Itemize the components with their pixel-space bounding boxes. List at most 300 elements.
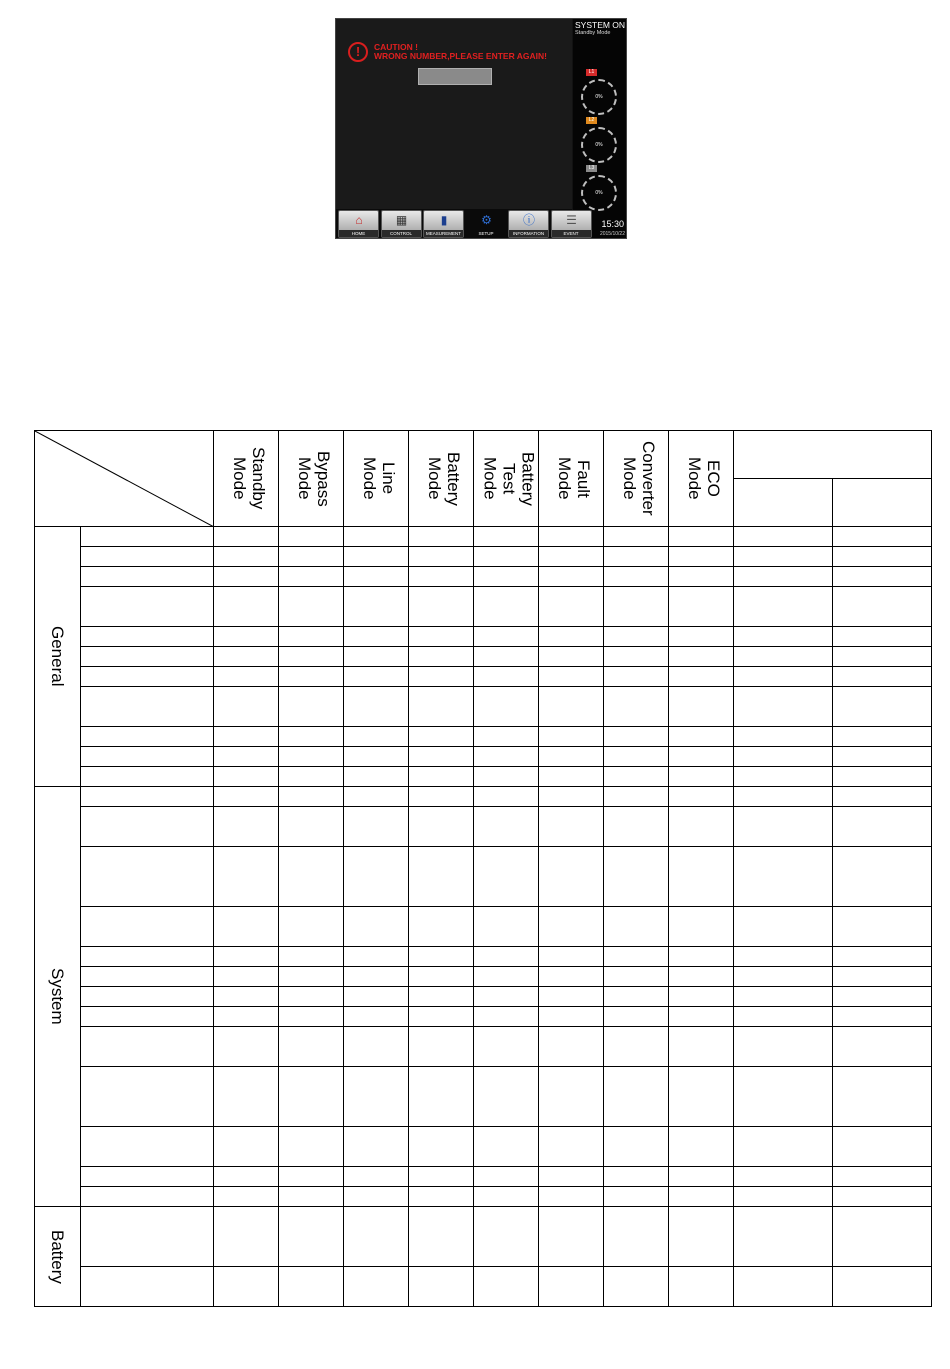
table-row [35, 787, 932, 807]
mode-header-text: Test [499, 462, 519, 495]
value-cell [604, 847, 669, 907]
value-cell [344, 987, 409, 1007]
value-cell [604, 567, 669, 587]
table-row [35, 907, 932, 947]
value-cell [539, 1027, 604, 1067]
mode-header-text: Battery [518, 451, 538, 506]
mode-header-text: Mode [555, 457, 574, 500]
value-cell [833, 1007, 932, 1027]
table-row [35, 1187, 932, 1207]
clock-time: 15:30 [601, 219, 624, 229]
value-cell [833, 947, 932, 967]
value-cell [409, 1027, 474, 1067]
value-cell [344, 1027, 409, 1067]
value-cell [539, 1127, 604, 1167]
gauge-value: 0% [595, 190, 603, 196]
mode-header [604, 431, 669, 527]
mode-header-text: Standby [249, 447, 268, 510]
value-cell [409, 1127, 474, 1167]
value-cell [409, 787, 474, 807]
value-cell [344, 787, 409, 807]
mode-header [344, 431, 409, 527]
value-cell [669, 1187, 734, 1207]
value-cell [833, 987, 932, 1007]
value-cell [833, 1027, 932, 1067]
value-cell [539, 727, 604, 747]
value-cell [344, 627, 409, 647]
mode-header-text: Mode [295, 457, 314, 500]
password-input[interactable] [418, 68, 492, 85]
item-cell [81, 1027, 214, 1067]
value-cell [604, 547, 669, 567]
value-cell [214, 967, 279, 987]
value-cell [214, 687, 279, 727]
value-cell [669, 947, 734, 967]
value-cell [279, 727, 344, 747]
group-label-cell [35, 527, 81, 787]
value-cell [604, 647, 669, 667]
value-cell [214, 987, 279, 1007]
table-row [35, 627, 932, 647]
value-cell [539, 947, 604, 967]
value-cell [409, 1207, 474, 1267]
value-cell [474, 687, 539, 727]
value-cell [734, 1067, 833, 1127]
value-cell [474, 647, 539, 667]
header-row [35, 431, 932, 479]
mode-header [409, 431, 474, 527]
mode-header [539, 431, 604, 527]
mode-header-text: ECO [704, 460, 723, 497]
table-row [35, 1127, 932, 1167]
value-cell [279, 1167, 344, 1187]
value-cell [734, 1267, 833, 1307]
value-cell [214, 947, 279, 967]
value-cell [604, 1007, 669, 1027]
ups-lcd-screen [335, 18, 627, 239]
mode-header [669, 431, 734, 527]
value-cell [214, 807, 279, 847]
table-body [35, 527, 932, 1307]
table-row [35, 847, 932, 907]
item-cell [81, 1187, 214, 1207]
item-cell [81, 667, 214, 687]
value-cell [474, 727, 539, 747]
value-cell [279, 547, 344, 567]
value-cell [214, 1067, 279, 1127]
item-cell [81, 1007, 214, 1027]
table-row [35, 527, 932, 547]
value-cell [604, 907, 669, 947]
value-cell [409, 727, 474, 747]
value-cell [344, 847, 409, 907]
group-label: System [48, 968, 67, 1025]
extra-header-top [734, 431, 932, 479]
load-gauge-l1 [581, 79, 617, 115]
caution-title: CAUTION ! [374, 42, 418, 52]
value-cell [833, 627, 932, 647]
value-cell [409, 647, 474, 667]
value-cell [734, 987, 833, 1007]
value-cell [669, 727, 734, 747]
table-row [35, 567, 932, 587]
value-cell [539, 1007, 604, 1027]
mode-header-text: Battery [444, 451, 463, 506]
value-cell [833, 567, 932, 587]
value-cell [604, 627, 669, 647]
value-cell [833, 587, 932, 627]
value-cell [669, 667, 734, 687]
value-cell [539, 587, 604, 627]
value-cell [279, 747, 344, 767]
nav-button-control[interactable] [381, 210, 422, 238]
item-cell [81, 1167, 214, 1187]
mode-header-text: Mode [480, 457, 500, 500]
value-cell [669, 1207, 734, 1267]
clock-date: 2015/10/22 [599, 231, 625, 237]
value-cell [344, 567, 409, 587]
lcd-main-panel [336, 19, 572, 209]
value-cell [409, 1067, 474, 1127]
value-cell [279, 1127, 344, 1167]
value-cell [474, 1027, 539, 1067]
nav-label: MEASUREMENT [425, 231, 461, 236]
value-cell [669, 1027, 734, 1067]
value-cell [279, 1007, 344, 1027]
value-cell [344, 1207, 409, 1267]
value-cell [474, 1127, 539, 1167]
value-cell [409, 1007, 474, 1027]
value-cell [669, 647, 734, 667]
value-cell [214, 1027, 279, 1067]
value-cell [279, 967, 344, 987]
value-cell [734, 1007, 833, 1027]
value-cell [474, 1007, 539, 1027]
meter-icon: ▮ [440, 213, 448, 227]
table-row [35, 647, 932, 667]
value-cell [344, 587, 409, 627]
value-cell [604, 667, 669, 687]
value-cell [344, 1187, 409, 1207]
gauge-tag-l3: L3 [586, 165, 597, 172]
value-cell [833, 647, 932, 667]
value-cell [734, 527, 833, 547]
nav-button-setup[interactable] [466, 210, 507, 238]
item-cell [81, 1067, 214, 1127]
value-cell [833, 687, 932, 727]
item-cell [81, 527, 214, 547]
value-cell [409, 667, 474, 687]
value-cell [539, 547, 604, 567]
value-cell [409, 547, 474, 567]
value-cell [734, 587, 833, 627]
gauge-value: 0% [595, 94, 603, 100]
value-cell [474, 747, 539, 767]
value-cell [409, 1187, 474, 1207]
value-cell [279, 1027, 344, 1067]
value-cell [214, 787, 279, 807]
value-cell [833, 767, 932, 787]
value-cell [409, 807, 474, 847]
table-row [35, 687, 932, 727]
value-cell [344, 687, 409, 727]
value-cell [539, 647, 604, 667]
value-cell [279, 647, 344, 667]
nav-button-measurement[interactable] [423, 210, 464, 238]
load-gauge-l3 [581, 175, 617, 211]
value-cell [833, 847, 932, 907]
mode-header [474, 431, 539, 527]
value-cell [474, 967, 539, 987]
table-row [35, 1007, 932, 1027]
value-cell [474, 947, 539, 967]
nav-label: EVENT [552, 230, 591, 237]
value-cell [214, 747, 279, 767]
value-cell [833, 807, 932, 847]
value-cell [279, 527, 344, 547]
value-cell [833, 547, 932, 567]
value-cell [474, 1067, 539, 1127]
mode-header-text: Mode [685, 457, 704, 500]
value-cell [409, 687, 474, 727]
value-cell [474, 587, 539, 627]
value-cell [604, 1127, 669, 1167]
value-cell [474, 667, 539, 687]
item-cell [81, 847, 214, 907]
item-cell [81, 807, 214, 847]
value-cell [474, 767, 539, 787]
value-cell [734, 747, 833, 767]
value-cell [409, 527, 474, 547]
value-cell [604, 987, 669, 1007]
value-cell [604, 1267, 669, 1307]
mode-header-text: Mode [360, 457, 379, 500]
value-cell [604, 747, 669, 767]
value-cell [279, 1207, 344, 1267]
value-cell [409, 847, 474, 907]
value-cell [344, 547, 409, 567]
extra-header-right [833, 479, 932, 527]
gauge-value: 0% [595, 142, 603, 148]
item-cell [81, 727, 214, 747]
value-cell [474, 527, 539, 547]
value-cell [734, 1167, 833, 1187]
item-cell [81, 567, 214, 587]
mode-header [279, 431, 344, 527]
value-cell [734, 1127, 833, 1167]
caution-icon: ! [348, 42, 368, 62]
value-cell [344, 647, 409, 667]
mode-header-text: Mode [425, 457, 444, 500]
table-row [35, 667, 932, 687]
info-icon: ⓘ [522, 213, 535, 227]
group-label: Battery [48, 1229, 67, 1284]
value-cell [279, 767, 344, 787]
value-cell [833, 907, 932, 947]
value-cell [214, 1127, 279, 1167]
value-cell [833, 747, 932, 767]
value-cell [409, 1167, 474, 1187]
value-cell [539, 687, 604, 727]
table-row [35, 587, 932, 627]
value-cell [214, 727, 279, 747]
value-cell [734, 967, 833, 987]
value-cell [669, 687, 734, 727]
value-cell [344, 907, 409, 947]
value-cell [474, 1187, 539, 1207]
value-cell [539, 847, 604, 907]
system-status-title: SYSTEM ON [575, 20, 626, 30]
nav-button-information[interactable] [508, 210, 549, 238]
value-cell [669, 767, 734, 787]
group-label: General [48, 626, 67, 687]
value-cell [833, 967, 932, 987]
value-cell [669, 1127, 734, 1167]
item-cell [81, 587, 214, 627]
value-cell [604, 1067, 669, 1127]
value-cell [833, 1207, 932, 1267]
value-cell [539, 567, 604, 587]
value-cell [474, 787, 539, 807]
nav-label: HOME [339, 230, 378, 237]
mode-header [214, 431, 279, 527]
table-row [35, 547, 932, 567]
value-cell [214, 587, 279, 627]
value-cell [604, 727, 669, 747]
value-cell [734, 1207, 833, 1267]
operating-mode-table [34, 430, 932, 1307]
value-cell [833, 727, 932, 747]
value-cell [539, 667, 604, 687]
nav-button-home[interactable] [338, 210, 379, 238]
value-cell [474, 907, 539, 947]
value-cell [279, 787, 344, 807]
value-cell [214, 667, 279, 687]
value-cell [539, 527, 604, 547]
value-cell [214, 1187, 279, 1207]
value-cell [734, 787, 833, 807]
value-cell [344, 807, 409, 847]
value-cell [279, 1267, 344, 1307]
gear-icon: ⚙ [481, 213, 492, 227]
value-cell [539, 807, 604, 847]
table-row [35, 967, 932, 987]
value-cell [669, 547, 734, 567]
mode-header-text: Fault [574, 459, 593, 498]
value-cell [214, 1167, 279, 1187]
value-cell [474, 547, 539, 567]
value-cell [474, 807, 539, 847]
table-row [35, 947, 932, 967]
value-cell [669, 527, 734, 547]
value-cell [604, 1167, 669, 1187]
value-cell [279, 947, 344, 967]
item-cell [81, 967, 214, 987]
value-cell [344, 767, 409, 787]
value-cell [474, 627, 539, 647]
value-cell [474, 567, 539, 587]
value-cell [833, 1127, 932, 1167]
value-cell [734, 627, 833, 647]
item-cell [81, 907, 214, 947]
value-cell [344, 947, 409, 967]
value-cell [474, 847, 539, 907]
value-cell [474, 1167, 539, 1187]
value-cell [669, 1267, 734, 1307]
nav-label: INFORMATION [509, 230, 548, 237]
value-cell [409, 747, 474, 767]
value-cell [409, 767, 474, 787]
value-cell [474, 1267, 539, 1307]
value-cell [669, 567, 734, 587]
lcd-status-sidebar [573, 19, 627, 239]
value-cell [344, 727, 409, 747]
value-cell [833, 667, 932, 687]
value-cell [833, 1267, 932, 1307]
value-cell [214, 527, 279, 547]
item-cell [81, 687, 214, 727]
value-cell [539, 1267, 604, 1307]
value-cell [214, 1207, 279, 1267]
value-cell [409, 567, 474, 587]
nav-label: SETUP [478, 231, 494, 236]
diagonal-line [35, 431, 214, 527]
value-cell [539, 787, 604, 807]
value-cell [734, 907, 833, 947]
value-cell [344, 747, 409, 767]
item-cell [81, 787, 214, 807]
value-cell [409, 987, 474, 1007]
value-cell [409, 1267, 474, 1307]
item-cell [81, 1267, 214, 1307]
value-cell [214, 1007, 279, 1027]
caution-message: WRONG NUMBER,PLEASE ENTER AGAIN! [374, 51, 547, 61]
value-cell [734, 567, 833, 587]
value-cell [604, 967, 669, 987]
value-cell [344, 1007, 409, 1027]
nav-button-event[interactable] [551, 210, 592, 238]
load-gauge-l2 [581, 127, 617, 163]
value-cell [734, 667, 833, 687]
value-cell [279, 807, 344, 847]
value-cell [344, 967, 409, 987]
value-cell [604, 767, 669, 787]
item-cell [81, 767, 214, 787]
home-icon: ⌂ [355, 213, 363, 227]
value-cell [279, 627, 344, 647]
value-cell [833, 1067, 932, 1127]
value-cell [669, 1007, 734, 1027]
item-cell [81, 747, 214, 767]
value-cell [539, 987, 604, 1007]
table-row [35, 1267, 932, 1307]
value-cell [734, 767, 833, 787]
value-cell [279, 1067, 344, 1127]
extra-header-left [734, 479, 833, 527]
value-cell [604, 1187, 669, 1207]
value-cell [669, 627, 734, 647]
value-cell [734, 547, 833, 567]
value-cell [734, 727, 833, 747]
value-cell [279, 667, 344, 687]
value-cell [734, 1027, 833, 1067]
system-mode-label: Standby Mode [575, 30, 611, 36]
item-cell [81, 627, 214, 647]
value-cell [539, 1207, 604, 1267]
gauge-tag-l1: L1 [586, 69, 597, 76]
value-cell [214, 1267, 279, 1307]
value-cell [344, 1127, 409, 1167]
